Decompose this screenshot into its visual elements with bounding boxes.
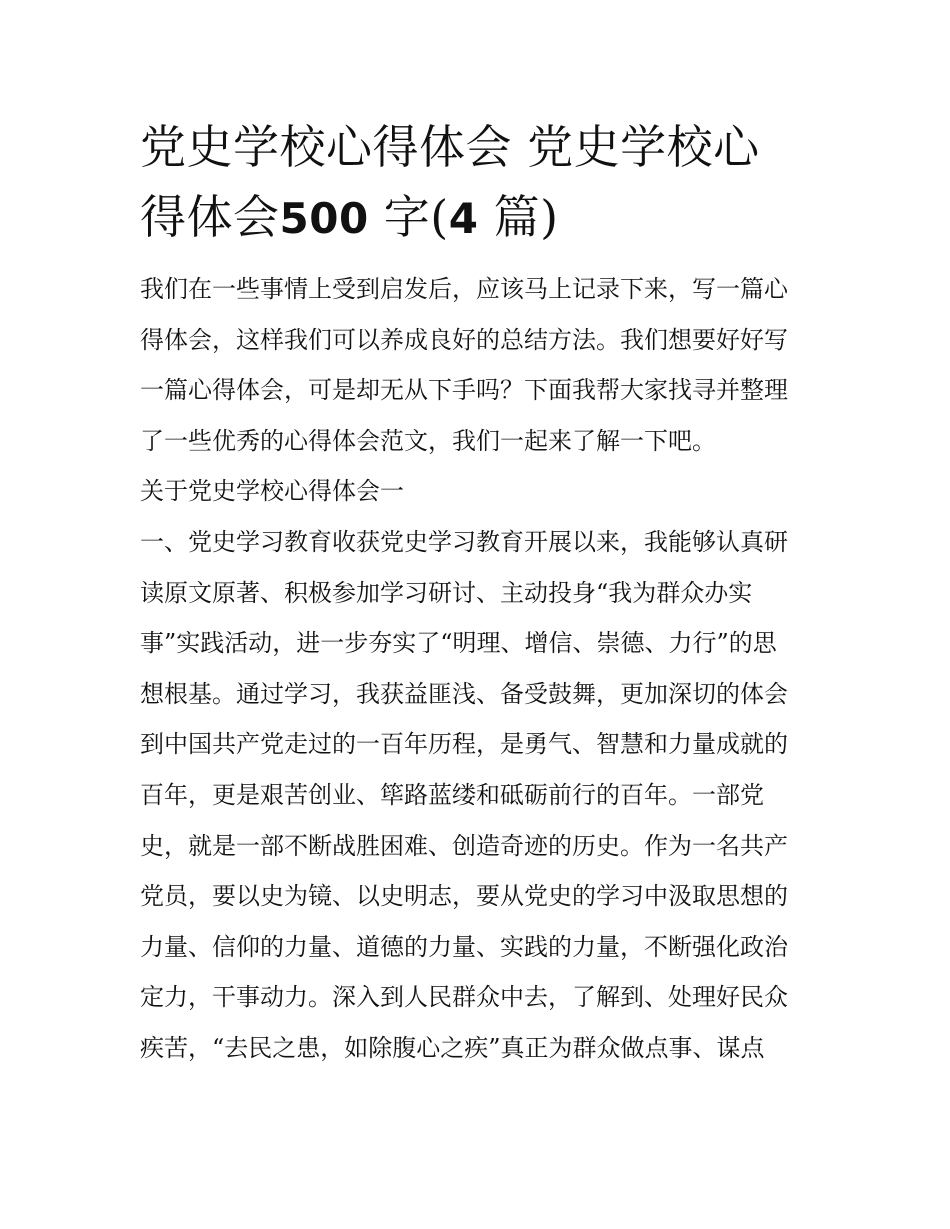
body-line: 了一些优秀的心得体会范文，我们一起来了解一下吧。 — [140, 426, 716, 455]
body-line: 史，就是一部不断战胜困难、创造奇迹的历史。作为一名共产 — [140, 831, 788, 860]
document-title — [140, 112, 812, 254]
document-page — [140, 112, 812, 1074]
section-heading: 关于党史学校心得体会一 — [140, 477, 404, 506]
body-line: 得体会，这样我们可以养成良好的总结方法。我们想要好好写 — [140, 325, 788, 354]
title-line-1 — [140, 112, 812, 182]
title-line-2-text-c: 篇) — [478, 190, 559, 244]
body-line: 力量、信仰的力量、道德的力量、实践的力量，不断强化政治 — [140, 932, 788, 961]
title-line-2 — [140, 182, 812, 254]
title-number-4: 4 — [448, 194, 479, 243]
body-line: 百年，更是艰苦创业、筚路蓝缕和砥砺前行的百年。一部党 — [140, 780, 764, 809]
body-line: 定力，干事动力。深入到人民群众中去，了解到、处理好民众 — [140, 983, 788, 1012]
title-number-500: 500 — [279, 194, 369, 243]
body-line: 事”实践活动，进一步夯实了“明理、增信、崇德、力行”的思 — [140, 629, 777, 658]
body-line: 疾苦，“去民之患，如除腹心之疾”真正为群众做点事、谋点 — [140, 1033, 765, 1062]
body-line: 一篇心得体会，可是却无从下手吗？下面我帮大家找寻并整理 — [140, 376, 788, 405]
title-line-2-text-b: 字( — [368, 190, 449, 244]
title-line-2-text-a: 得体会 — [140, 190, 280, 244]
body-line: 一、党史学习教育收获党史学习教育开展以来，我能够认真研 — [140, 527, 788, 556]
document-body — [140, 264, 812, 1074]
body-line: 想根基。通过学习，我获益匪浅、备受鼓舞，更加深切的体会 — [140, 679, 788, 708]
title-line-1-text: 党史学校心得体会 党史学校心 — [140, 120, 760, 174]
body-line: 我们在一些事情上受到启发后，应该马上记录下来，写一篇心 — [140, 275, 788, 303]
body-line: 党员，要以史为镜、以史明志，要从党史的学习中汲取思想的 — [140, 882, 788, 911]
body-line: 读原文原著、积极参加学习研讨、主动投身“我为群众办实 — [140, 578, 753, 607]
body-line: 到中国共产党走过的一百年历程，是勇气、智慧和力量成就的 — [140, 730, 788, 759]
